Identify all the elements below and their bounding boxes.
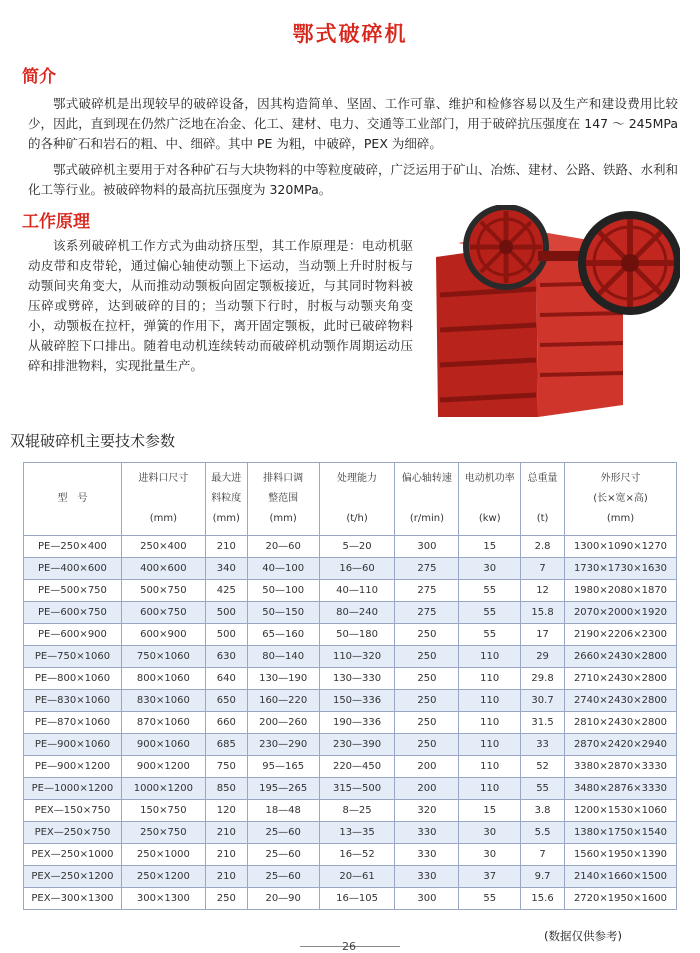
table-cell: PE—600×750	[24, 602, 122, 624]
table-cell: 3.8	[521, 800, 565, 822]
table-header-row	[24, 463, 677, 536]
table-cell: PE—250×400	[24, 536, 122, 558]
table-cell: 15.8	[521, 602, 565, 624]
table-cell: 300	[395, 536, 459, 558]
table-cell: 15.6	[521, 888, 565, 910]
table-cell: 900×1200	[121, 756, 205, 778]
table-cell: 37	[459, 866, 521, 888]
table-row	[24, 624, 677, 646]
table-cell: 425	[205, 580, 247, 602]
table-cell: 200—260	[247, 712, 319, 734]
table-cell: 110	[459, 646, 521, 668]
table-cell: 55	[521, 778, 565, 800]
table-cell: 17	[521, 624, 565, 646]
intro-paragraph-2: 鄂式破碎机主要用于对各种矿石与大块物料的中等粒度破碎，广泛运用于矿山、冶炼、建材、公路、铁路、水利和化工等行业。被破碎物料的最高抗压强度为 320MPa。	[28, 162, 679, 197]
header-label: 最大进 料粒度 (mm)	[211, 473, 242, 524]
table-cell: 750	[205, 756, 247, 778]
table-cell: 30	[459, 822, 521, 844]
data-reference-note: (数据仅供参考)	[544, 929, 622, 943]
header-dimensions	[565, 463, 677, 536]
table-cell: 250	[205, 888, 247, 910]
table-cell: 12	[521, 580, 565, 602]
table-cell: 18—48	[247, 800, 319, 822]
page-number: 26	[342, 940, 356, 953]
table-cell: 95—165	[247, 756, 319, 778]
header-label: 进料口尺寸 (mm)	[138, 473, 189, 524]
table-cell: 2190×2206×2300	[565, 624, 677, 646]
table-cell: 230—390	[319, 734, 395, 756]
table-cell: PEX—150×750	[24, 800, 122, 822]
table-cell: 9.7	[521, 866, 565, 888]
header-label: 型 号	[57, 493, 88, 504]
table-cell: 2660×2430×2800	[565, 646, 677, 668]
table-cell: 30	[459, 844, 521, 866]
table-row	[24, 866, 677, 888]
table-cell: PE—900×1200	[24, 756, 122, 778]
table-cell: 2810×2430×2800	[565, 712, 677, 734]
table-cell: 250	[395, 624, 459, 646]
header-total-weight	[521, 463, 565, 536]
table-cell: PE—800×1060	[24, 668, 122, 690]
table-cell: 340	[205, 558, 247, 580]
table-cell: 210	[205, 844, 247, 866]
table-cell: 80—140	[247, 646, 319, 668]
table-cell: 1300×1090×1270	[565, 536, 677, 558]
table-cell: 500	[205, 624, 247, 646]
table-cell: 1730×1730×1630	[565, 558, 677, 580]
table-cell: 52	[521, 756, 565, 778]
table-cell: 195—265	[247, 778, 319, 800]
table-cell: 1980×2080×1870	[565, 580, 677, 602]
right-pulley	[582, 215, 678, 311]
table-cell: 150×750	[121, 800, 205, 822]
table-cell: 50—100	[247, 580, 319, 602]
table-cell: 315—500	[319, 778, 395, 800]
table-row	[24, 690, 677, 712]
table-cell: 2740×2430×2800	[565, 690, 677, 712]
table-cell: 25—60	[247, 866, 319, 888]
table-row	[24, 844, 677, 866]
table-cell: 5—20	[319, 536, 395, 558]
table-cell: PEX—250×1000	[24, 844, 122, 866]
table-cell: 40—100	[247, 558, 319, 580]
table-cell: 230—290	[247, 734, 319, 756]
table-cell: 870×1060	[121, 712, 205, 734]
table-cell: PE—600×900	[24, 624, 122, 646]
table-cell: 16—52	[319, 844, 395, 866]
table-cell: 15	[459, 800, 521, 822]
table-cell: 150—336	[319, 690, 395, 712]
table-row	[24, 558, 677, 580]
table-cell: PEX—250×750	[24, 822, 122, 844]
table-cell: 1560×1950×1390	[565, 844, 677, 866]
table-cell: PE—500×750	[24, 580, 122, 602]
table-cell: 20—90	[247, 888, 319, 910]
table-cell: 900×1060	[121, 734, 205, 756]
table-cell: 320	[395, 800, 459, 822]
table-cell: 65—160	[247, 624, 319, 646]
table-row	[24, 822, 677, 844]
header-feed-opening	[121, 463, 205, 536]
table-cell: 80—240	[319, 602, 395, 624]
table-cell: 110	[459, 668, 521, 690]
table-cell: 250×750	[121, 822, 205, 844]
table-cell: 55	[459, 602, 521, 624]
table-cell: PE—900×1060	[24, 734, 122, 756]
table-cell: 275	[395, 580, 459, 602]
table-cell: 3380×2870×3330	[565, 756, 677, 778]
principle-heading: 工作原理	[22, 212, 90, 232]
table-cell: 600×750	[121, 602, 205, 624]
table-cell: 210	[205, 536, 247, 558]
page-title: 鄂式破碎机	[292, 22, 408, 46]
table-cell: 250×1200	[121, 866, 205, 888]
table-cell: 300×1300	[121, 888, 205, 910]
table-cell: 300	[395, 888, 459, 910]
table-row	[24, 536, 677, 558]
table-cell: 30	[459, 558, 521, 580]
table-cell: 500	[205, 602, 247, 624]
table-cell: 330	[395, 822, 459, 844]
table-row	[24, 646, 677, 668]
table-cell: 33	[521, 734, 565, 756]
table-cell: 1200×1530×1060	[565, 800, 677, 822]
intro-heading: 简介	[22, 67, 56, 87]
table-cell: 29	[521, 646, 565, 668]
table-cell: 2140×1660×1500	[565, 866, 677, 888]
table-cell: 190—336	[319, 712, 395, 734]
table-cell: 7	[521, 558, 565, 580]
table-cell: 210	[205, 822, 247, 844]
table-row	[24, 668, 677, 690]
table-cell: 250×1000	[121, 844, 205, 866]
table-cell: 400×600	[121, 558, 205, 580]
table-cell: 110	[459, 756, 521, 778]
table-cell: 2720×1950×1600	[565, 888, 677, 910]
table-cell: 640	[205, 668, 247, 690]
table-cell: 130—330	[319, 668, 395, 690]
table-row	[24, 734, 677, 756]
table-cell: 600×900	[121, 624, 205, 646]
table-cell: 330	[395, 844, 459, 866]
table-cell: 55	[459, 580, 521, 602]
table-cell: 15	[459, 536, 521, 558]
header-discharge-range	[247, 463, 319, 536]
jaw-crusher-image	[418, 205, 680, 423]
table-cell: 5.5	[521, 822, 565, 844]
table-cell: 1000×1200	[121, 778, 205, 800]
table-cell: 50—150	[247, 602, 319, 624]
table-cell: 110	[459, 734, 521, 756]
table-cell: 30.7	[521, 690, 565, 712]
table-cell: 2070×2000×1920	[565, 602, 677, 624]
table-cell: 40—110	[319, 580, 395, 602]
header-label: 总重量 (t)	[527, 473, 558, 524]
table-cell: 630	[205, 646, 247, 668]
table-cell: 110	[459, 712, 521, 734]
table-cell: 650	[205, 690, 247, 712]
table-row	[24, 712, 677, 734]
table-cell: 3480×2876×3330	[565, 778, 677, 800]
table-cell: 850	[205, 778, 247, 800]
table-cell: 55	[459, 888, 521, 910]
table-cell: 220—450	[319, 756, 395, 778]
table-cell: 275	[395, 558, 459, 580]
table-row	[24, 756, 677, 778]
table-cell: 25—60	[247, 822, 319, 844]
table-cell: 250	[395, 668, 459, 690]
table-cell: 16—105	[319, 888, 395, 910]
table-row	[24, 800, 677, 822]
table-cell: 250	[395, 646, 459, 668]
table-cell: PEX—300×1300	[24, 888, 122, 910]
table-cell: 50—180	[319, 624, 395, 646]
table-cell: 20—61	[319, 866, 395, 888]
table-cell: 31.5	[521, 712, 565, 734]
table-cell: 275	[395, 602, 459, 624]
table-cell: PE—1000×1200	[24, 778, 122, 800]
table-cell: PE—830×1060	[24, 690, 122, 712]
principle-paragraph: 该系列破碎机工作方式为曲动挤压型，其工作原理是：电动机驱动皮带和皮带轮，通过偏心轴使动颚上下运动，当动颚上升时肘板与动颚间夹角变大，从而推动动颚板向固定颚板接近，与其同时物料被压碎或劈碎，达到破碎的目的；当动颚下行时，肘板与动颚夹角变小，动颚板在拉杆，弹簧的作用下，离开固定颚板，此时已破碎物料从破碎腔下口排出。随着电动机连续转动而破碎机动颚作周期运动压碎和排泄物料，实现批量生产。	[28, 238, 413, 373]
header-label: 电动机功率 (kw)	[464, 473, 515, 524]
table-cell: 200	[395, 756, 459, 778]
table-cell: 160—220	[247, 690, 319, 712]
spec-table	[23, 462, 677, 910]
table-cell: 2710×2430×2800	[565, 668, 677, 690]
table-cell: 20—60	[247, 536, 319, 558]
table-cell: 685	[205, 734, 247, 756]
table-row	[24, 888, 677, 910]
table-cell: 2870×2420×2940	[565, 734, 677, 756]
table-cell: 110	[459, 690, 521, 712]
table-cell: 25—60	[247, 844, 319, 866]
table-cell: 250×400	[121, 536, 205, 558]
table-cell: PEX—250×1200	[24, 866, 122, 888]
table-cell: 800×1060	[121, 668, 205, 690]
table-cell: 830×1060	[121, 690, 205, 712]
table-cell: 16—60	[319, 558, 395, 580]
table-cell: 210	[205, 866, 247, 888]
header-model	[24, 463, 122, 536]
table-cell: 200	[395, 778, 459, 800]
table-row	[24, 778, 677, 800]
table-cell: PE—400×600	[24, 558, 122, 580]
intro-paragraph-1: 鄂式破碎机是出现较早的破碎设备，因其构造简单、坚固、工作可靠、维护和检修容易以及生产和建设费用比较少，因此，直到现在仍然广泛地在冶金、化工、建材、电力、交通等工业部门，用于破碎抗压强度在 147 ～ 245MPa 的各种矿石和岩石的粗、中、细碎。其中 PE 为粗，中破碎，PEX 为细碎。	[28, 96, 678, 151]
header-label: 处理能力 (t/h)	[337, 473, 378, 524]
table-cell: 110	[459, 778, 521, 800]
header-capacity	[319, 463, 395, 536]
header-max-feed-size	[205, 463, 247, 536]
table-cell: 2.8	[521, 536, 565, 558]
table-cell: 120	[205, 800, 247, 822]
table-cell: 750×1060	[121, 646, 205, 668]
table-cell: 250	[395, 712, 459, 734]
table-cell: 130—190	[247, 668, 319, 690]
table-row	[24, 602, 677, 624]
table-title: 双辊破碎机主要技术参数	[10, 432, 176, 450]
header-label: 外形尺寸 (长×宽×高) (mm)	[593, 473, 648, 524]
table-cell: 55	[459, 624, 521, 646]
table-row	[24, 580, 677, 602]
left-flywheel	[466, 207, 546, 287]
header-label: 偏心轴转速 (r/min)	[401, 473, 452, 524]
header-label: 排料口调 整范围 (mm)	[263, 473, 304, 524]
table-cell: 13—35	[319, 822, 395, 844]
table-cell: PE—750×1060	[24, 646, 122, 668]
table-cell: 7	[521, 844, 565, 866]
table-cell: 29.8	[521, 668, 565, 690]
table-cell: 500×750	[121, 580, 205, 602]
table-cell: PE—870×1060	[24, 712, 122, 734]
table-cell: 250	[395, 690, 459, 712]
table-cell: 8—25	[319, 800, 395, 822]
table-cell: 660	[205, 712, 247, 734]
table-cell: 250	[395, 734, 459, 756]
header-motor-power	[459, 463, 521, 536]
table-cell: 110—320	[319, 646, 395, 668]
table-cell: 330	[395, 866, 459, 888]
table-cell: 1380×1750×1540	[565, 822, 677, 844]
header-shaft-speed	[395, 463, 459, 536]
